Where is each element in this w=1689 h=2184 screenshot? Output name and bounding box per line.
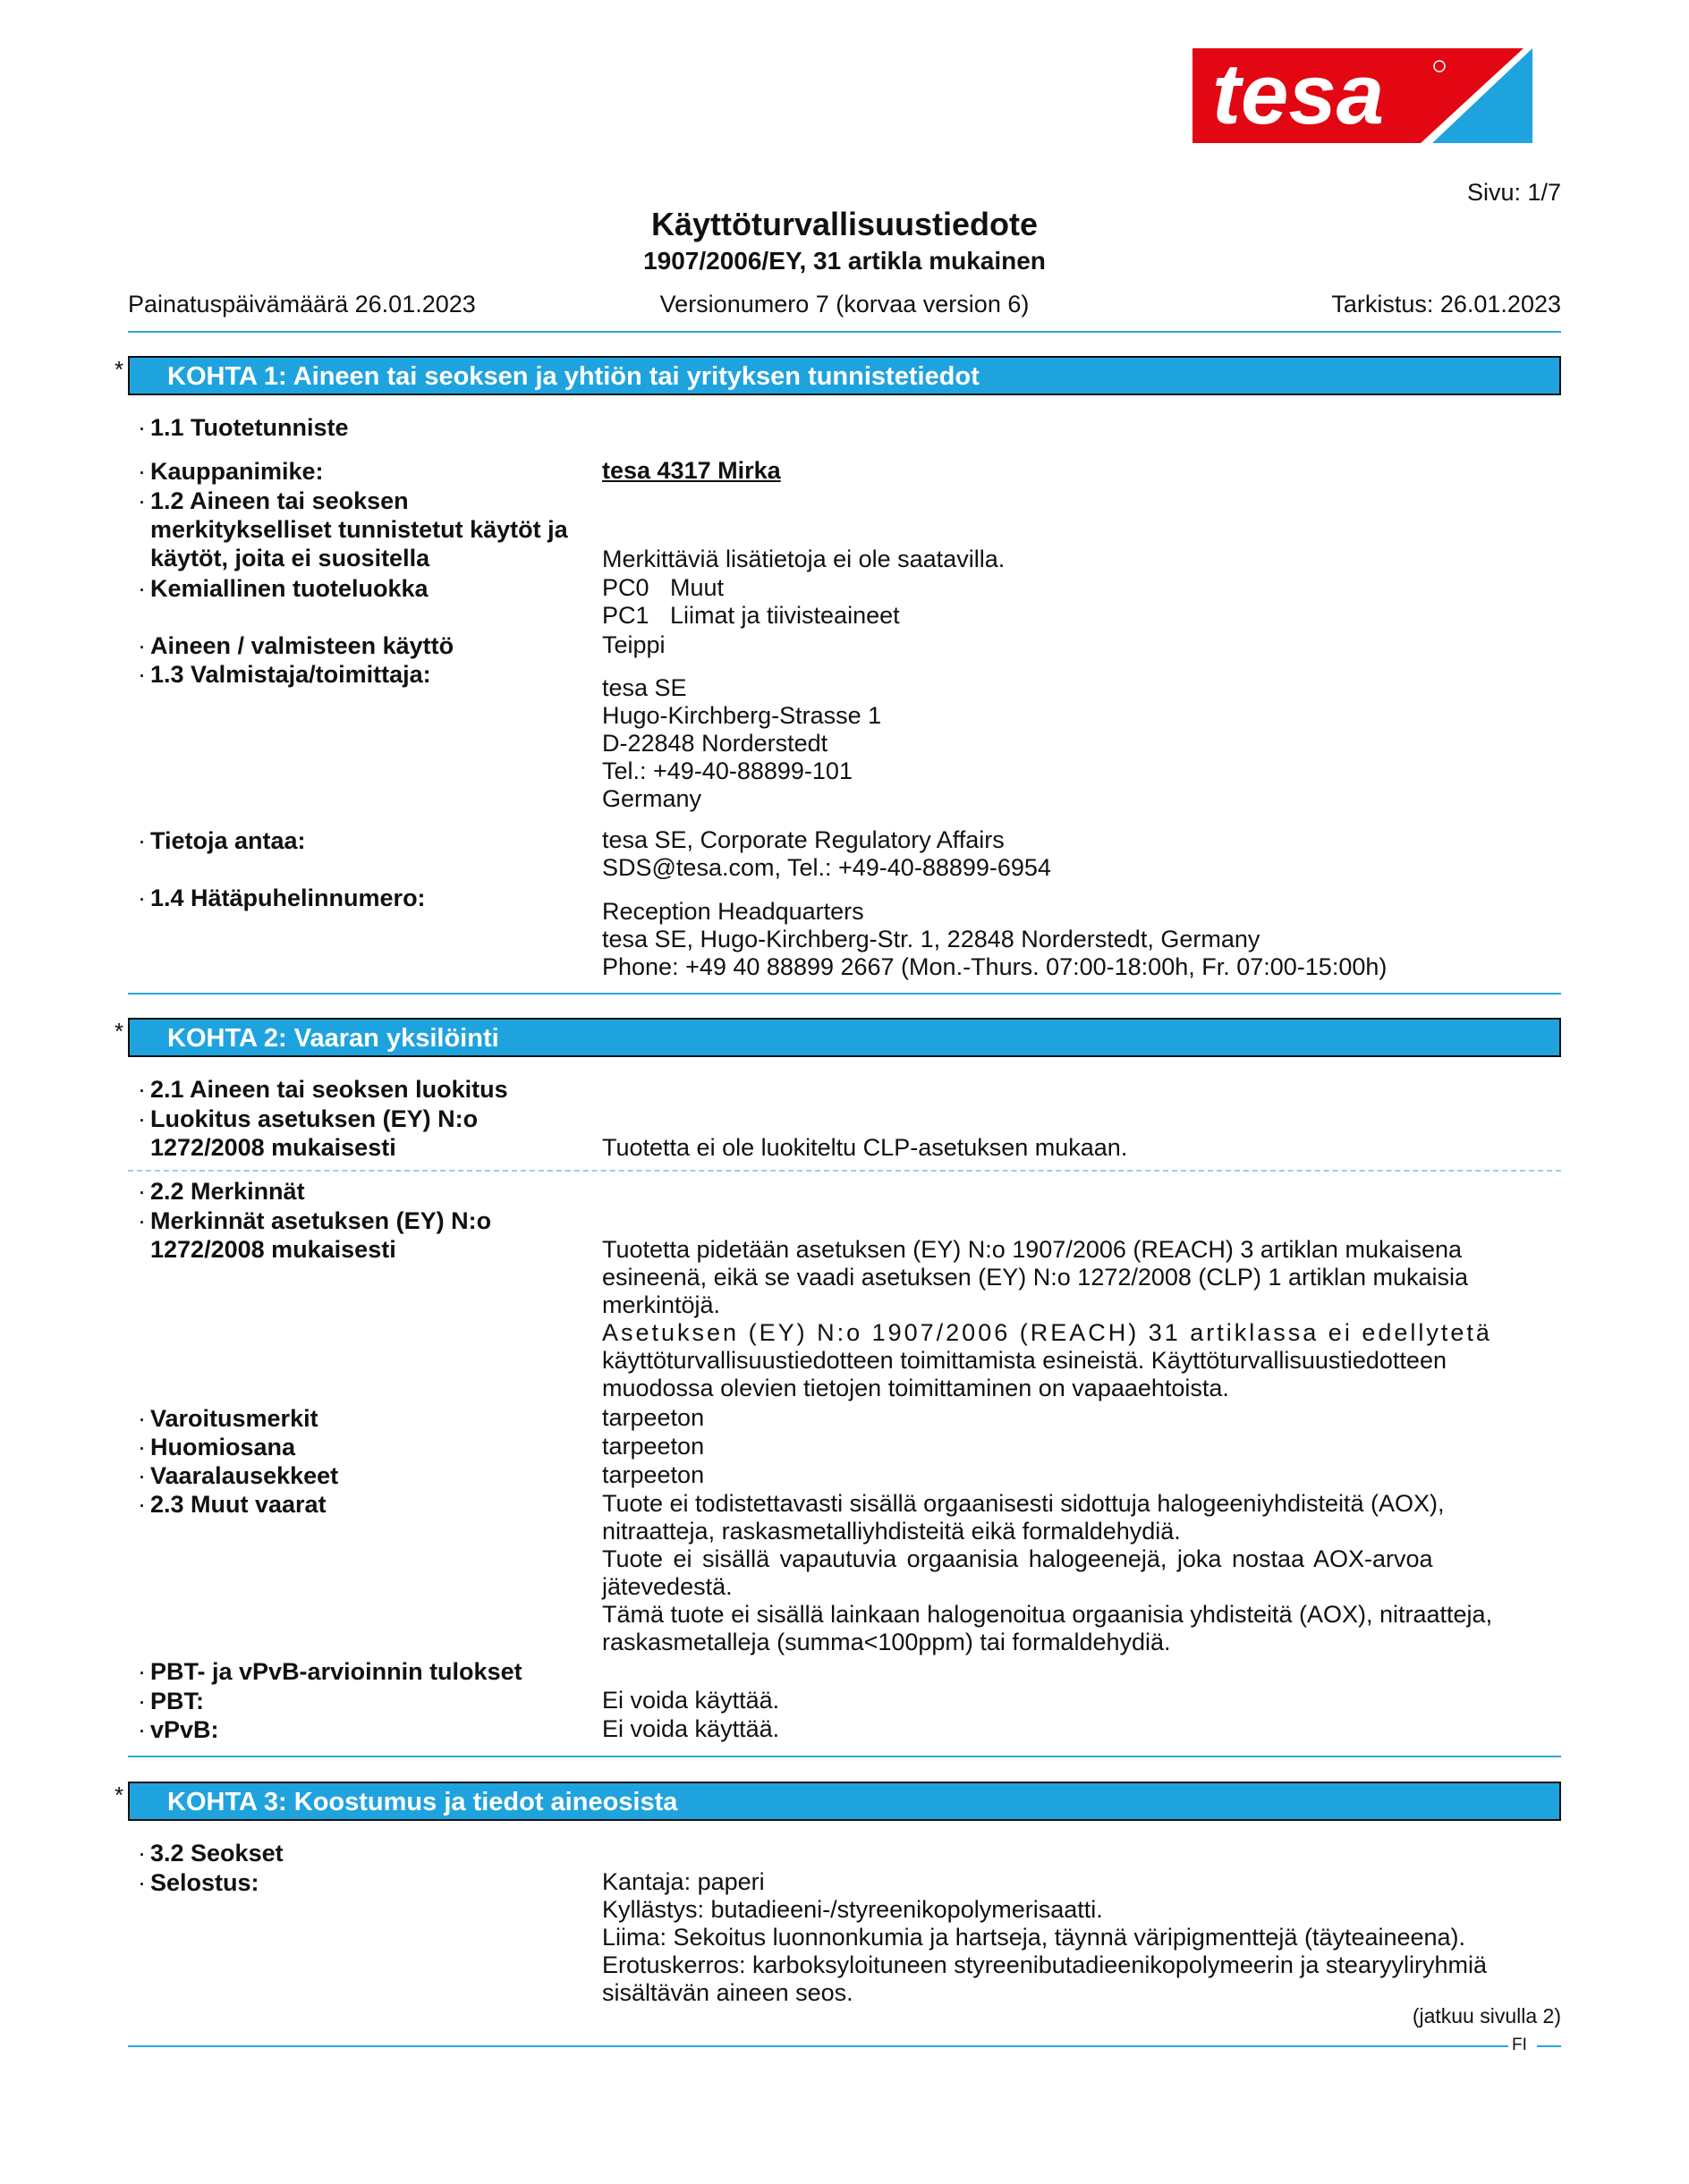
page-number: Sivu: 1/7 <box>1466 179 1561 206</box>
print-date: Painatuspäivämäärä 26.01.2023 <box>128 291 476 317</box>
footer-divider-end <box>1537 2045 1561 2047</box>
section-3-title: KOHTA 3: Koostumus ja tiedot aineosista <box>167 1788 678 1816</box>
svg-text:tesa: tesa <box>1212 48 1385 142</box>
section-2-title: KOHTA 2: Vaaran yksilöinti <box>167 1024 499 1053</box>
section-1-title: KOHTA 1: Aineen tai seoksen ja yhtiön tai yrityksen tunnistetiedot <box>167 362 980 391</box>
revision-star: * <box>115 1782 124 1808</box>
footer-divider <box>128 2045 1508 2047</box>
trade-name-value: tesa 4317 Mirka <box>602 457 781 484</box>
section-1-header <box>128 356 1561 395</box>
dashed-divider <box>128 1170 1561 1172</box>
revision-star: * <box>115 356 124 383</box>
version-number: Versionumero 7 (korvaa version 6) <box>659 291 1030 317</box>
section-2-divider <box>128 1756 1561 1757</box>
document-subtitle: 1907/2006/EY, 31 artikla mukainen <box>643 247 1046 275</box>
section-1-divider <box>128 993 1561 995</box>
header-divider <box>128 331 1561 333</box>
language-code: FI <box>1512 2036 1527 2054</box>
document-meta <box>128 291 1561 321</box>
document-title: Käyttöturvallisuustiedote <box>650 206 1039 242</box>
section-3-header <box>128 1782 1561 1821</box>
section-2-header <box>128 1018 1561 1057</box>
tesa-logo <box>1192 48 1532 143</box>
continues-note: (jatkuu sivulla 2) <box>1412 2004 1561 2027</box>
revision-date: Tarkistus: 26.01.2023 <box>1331 291 1561 317</box>
tesa-logo-graphic <box>1192 48 1532 143</box>
revision-star: * <box>115 1018 124 1045</box>
